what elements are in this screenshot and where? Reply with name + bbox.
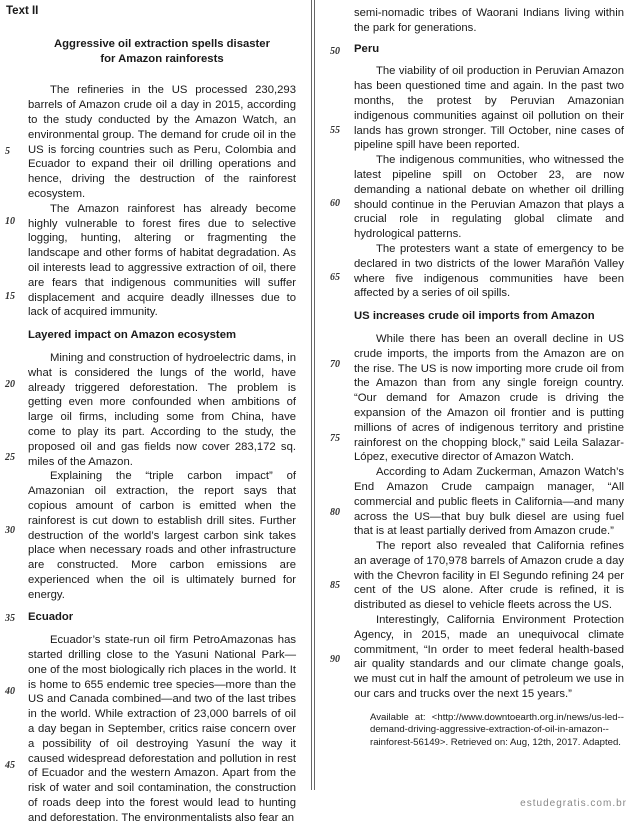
paragraph-7: The indigenous communities, who witnessed the latest pipeline spill on October 23, are now demanding a national debate on whether oil drilling should continue in the Peruvian Amazon that plays a crucial role in regulating global climate and hydrological patterns. (354, 154, 624, 241)
line-number: 80 (330, 507, 340, 518)
heading-layered-impact: Layered impact on Amazon ecosystem (28, 329, 237, 342)
line-number: 60 (330, 198, 340, 209)
paragraph-11: The report also revealed that California refines an average of 170,978 barrels of Amazon crude a day with the Chevron facility in El Segundo refining 24 per cent of the US alone. After crude is refined, it is distributed as diesel to vehicle fleets across the US. (354, 540, 624, 612)
paragraph-6: The viability of oil production in Peruvian Amazon has been questioned time and again. In the past two months, the protest by Peruvian Amazonian indigenous communities against oil pollution on their lands has grown stronger. Till October, nine cases of pipeline spill have been reported. (354, 65, 624, 152)
column-separator (311, 0, 315, 790)
paragraph-12: Interestingly, California Environment Protection Agency, in 2015, made an unequivocal climate commitment, “In order to meet federal health-based air quality standards and our climate change goals, we must cut in half the amount of petroleum we use in our cars and trucks over the next 15 years.” (354, 614, 625, 701)
line-number: 30 (5, 525, 15, 536)
paragraph-8: The protesters want a state of emergency to be declared in two districts of the lower Marañón Valley where five indigenous communities have been affected by a series of oil spills. (354, 242, 624, 300)
line-number: 55 (330, 125, 340, 136)
paragraph-1: The refineries in the US processed 230,293 barrels of Amazon crude oil a day in 2015, according to the study conducted by the Amazon Watch, an environmental group. The demand for crude oil in the US is forcing countries such as Peru, Colombia and Ecuador to expand their oil drilling operations and hence, driving the destruction of the rainforest ecosystem. (28, 84, 296, 200)
paragraph-3: Mining and construction of hydroelectric dams, in what is considered the lungs of the world, have already triggered deforestation. The problem is getting even more confounded when ambitions of large oil firms, including some from China, have come to play its part. According to the study, the proposed oil and gas fields now cover 283,172 sq. miles of the Amazon. (28, 351, 296, 468)
line-number: 70 (330, 359, 340, 370)
line-number: 65 (330, 272, 340, 283)
article-title (28, 37, 296, 67)
article-title-text: Aggressive oil extraction spells disaster for Amazon rainforests (54, 37, 270, 65)
line-number: 40 (5, 686, 15, 697)
heading-ecuador: Ecuador (28, 611, 74, 624)
line-number: 45 (5, 760, 15, 771)
heading-us-imports: US increases crude oil imports from Amazon (354, 310, 595, 323)
right-column (354, 6, 624, 750)
line-number: 35 (5, 613, 15, 624)
line-number: 50 (330, 46, 340, 57)
heading-peru: Peru (354, 42, 380, 55)
line-number: 75 (330, 433, 340, 444)
paragraph-5: Ecuador’s state-run oil firm PetroAmazonas has started drilling close to the Yasuni National Park—one of the most biologically rich places in the world. It is home to 655 endemic tree species—more than the US and Canada combined—and two of the last tribes in the world. While extraction of 23,000 barrels of oil a day began in September, critics raise concern over a possibility of oil destroying Yasuní the way it caused widespread deforestation and pollution in rest of Ecuador and the western Amazon. Apart from the risk of water and soil contamination, the construction of roads deep into the forest would lead to hunting and deforestation. The environmentalists also fear an (28, 634, 296, 824)
line-number: 85 (330, 580, 340, 591)
line-number: 20 (5, 379, 15, 390)
paragraph-4: Explaining the “triple carbon impact” of Amazonian oil extraction, the report says that copious amount of carbon is emitted when the rainforest is cut down to establish drill sites. Further destruction of the world’s largest carbon sink takes place when necessary roads and other infrastructure are constructed. More carbon emissions are experienced when the oil is ultimately burned for energy. (28, 470, 296, 601)
text-label: Text II (6, 5, 39, 17)
line-number: 25 (5, 452, 15, 463)
paragraph-continuation: semi-nomadic tribes of Waorani Indians living within the park for generations. (354, 7, 624, 34)
source-citation: Available at: <http://www.downtoearth.org.in/news/us-led--demand-driving-aggressive-extraction-of-oil-in-amazon--rainforest-56149>. Retrieved on: Aug, 12th, 2017. Adapted. (370, 711, 624, 749)
line-number: 15 (5, 291, 15, 302)
watermark: estudegratis.com.br (520, 798, 627, 810)
paragraph-9: While there has been an overall decline in US crude imports, the imports from the Amazon are on the rise. The US is now importing more crude oil from the Amazon than from any single foreign country. “Our demand for Amazon crude is driving the expansion of the Amazon oil frontier and is putting millions of acres of indigenous territory and pristine rainforest on the chopping block,” said Leila Salazar-López, executive director of Amazon Watch. (354, 332, 624, 464)
line-number: 90 (330, 654, 340, 665)
paragraph-10: According to Adam Zuckerman, Amazon Watch’s End Amazon Crude campaign manager, “All commercial and public fleets in California—and many across the US—that buy bulk diesel are using fuel that is at least partially derived from Amazon crude.” (354, 466, 624, 538)
paragraph-2: The Amazon rainforest has already become highly vulnerable to forest fires due to selective logging, hunting, altering or fragmenting the landscape and other forms of habitat degradation. As oil interests lead to aggressive extraction of oil, there are fears that indigenous communities will suffer displacement and acquire deadly illnesses due to lack of acquired immunity. (28, 202, 296, 319)
line-number: 10 (5, 216, 15, 227)
line-number: 5 (5, 146, 10, 157)
